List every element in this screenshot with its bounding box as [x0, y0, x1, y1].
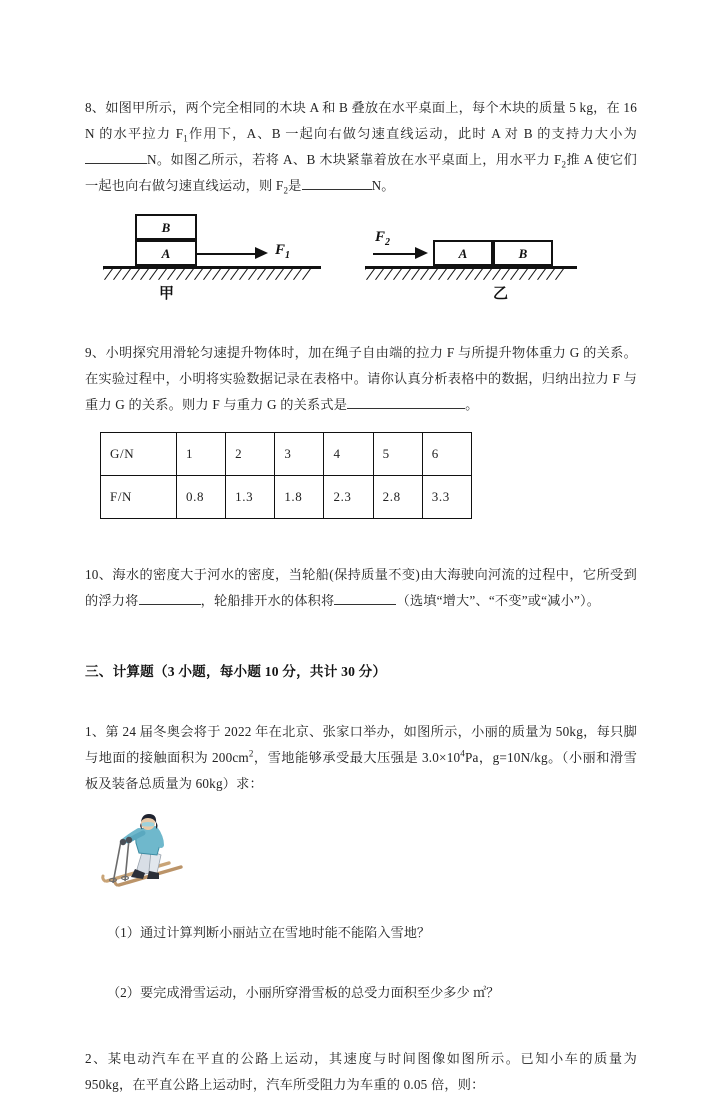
calc-question-2: [85, 1046, 637, 1098]
force-f1-letter: F: [275, 242, 286, 259]
block-a-left-label: A: [458, 246, 468, 262]
calc-question-2-number: 2、: [85, 1051, 108, 1067]
figure-skier: [99, 811, 219, 893]
force-f2-letter: F: [375, 229, 386, 246]
question-8-text-part-1: 如图甲所示，两个完全相同的木块 A 和 B 叠放在水平桌面上，每个木块的质量 5 kg，在 16 N 的水平拉力 F: [85, 100, 637, 142]
calc-question-1-sub-2-label: （2）: [107, 985, 140, 1001]
table-cell-g-3: 3: [275, 432, 324, 475]
question-9-number: 9、: [85, 344, 106, 360]
force-f2-arrow-line: [373, 253, 419, 255]
question-9: [85, 340, 637, 418]
block-b-top-label: B: [161, 220, 171, 236]
force-f2-label: [375, 229, 391, 249]
force-gravity-data-table: [100, 432, 472, 519]
figure-caption-yi: 乙: [493, 285, 509, 303]
table-cell-g-4: 4: [324, 432, 373, 475]
block-a-bottom: [135, 240, 197, 266]
question-10: [85, 562, 637, 614]
ground-hatching-yi: [365, 269, 577, 280]
question-8-subscript-3: 2: [283, 185, 289, 196]
table-cell-g-6: 6: [422, 432, 471, 475]
data-table-wrapper: [100, 432, 637, 519]
figure-caption-jia: 甲: [159, 285, 175, 303]
force-f2-subscript: 2: [385, 237, 391, 249]
calc-question-1-number: 1、: [85, 724, 106, 740]
block-b-top: [135, 214, 197, 240]
force-f1-subscript: 1: [285, 250, 291, 262]
calc-question-1-sub-2: [107, 980, 637, 1006]
table-cell-f-3: 1.8: [275, 475, 324, 518]
table-header-force: F/N: [101, 475, 177, 518]
table-cell-g-5: 5: [373, 432, 422, 475]
question-8-text-part-6: N。: [371, 178, 395, 194]
calc-question-1-text-part-3: Pa，g=10N/kg。（小丽和滑雪板及装备总质量为 60kg）求：: [85, 750, 637, 792]
calc-question-1-sub-1-text: 通过计算判断小丽站立在雪地时能不能陷入雪地？: [139, 924, 431, 940]
force-f1-arrow-head: [255, 247, 268, 259]
calc-question-1-text-part-2: ，雪地能够承受最大压强是 3.0×10: [253, 750, 461, 766]
table-row-gravity: [101, 432, 472, 475]
question-8-text-part-5: 是: [288, 178, 302, 194]
table-cell-f-2: 1.3: [226, 475, 275, 518]
force-f1-arrow-line: [197, 253, 259, 255]
table-cell-f-4: 2.3: [324, 475, 373, 518]
question-10-text-part-3: （选填“增大”、“不变”或“减小”）。: [396, 592, 601, 608]
question-9-trailing: 。: [465, 396, 479, 412]
calc-question-1-sub-1: [107, 920, 637, 946]
calc-question-1: [85, 719, 637, 797]
question-8-number: 8、: [85, 100, 106, 116]
page-content: [85, 82, 637, 1112]
question-8-blank-1[interactable]: [85, 163, 147, 164]
question-10-blank-2[interactable]: [334, 604, 396, 605]
question-9-blank[interactable]: [347, 408, 465, 409]
skier-illustration: [99, 811, 219, 893]
calc-question-1-area-exponent: 2: [248, 748, 254, 759]
table-cell-g-1: 1: [177, 432, 226, 475]
calc-question-1-power-exponent: 4: [460, 748, 465, 759]
question-8-text-part-3: N。如图乙所示，若将 A、B 木块紧靠着放在水平桌面上，用水平力 F: [147, 152, 562, 168]
block-a-left: [433, 240, 493, 266]
question-8-subscript-1: 1: [183, 133, 188, 144]
block-a-bottom-label: A: [161, 246, 171, 262]
ground-hatching-jia: [103, 269, 321, 280]
table-row-force: [101, 475, 472, 518]
calc-question-1-sub-2-text: 要完成滑雪运动，小丽所穿滑雪板的总受力面积至少多少 ㎡？: [139, 985, 500, 1001]
table-cell-f-1: 0.8: [177, 475, 226, 518]
section-heading-calculation: 三、计算题（3 小题，每小题 10 分，共计 30 分）: [85, 663, 387, 679]
question-8-text-part-2: 作用下，A、B 一起向右做匀速直线运动，此时 A 对 B 的支持力大小为: [187, 126, 637, 142]
question-8-subscript-2: 2: [561, 159, 567, 170]
table-cell-f-5: 2.8: [373, 475, 422, 518]
question-8-text-part-4: 推 A 使它们一起也向右做匀速直线运动，则 F: [85, 152, 637, 194]
table-cell-f-6: 3.3: [422, 475, 471, 518]
calc-question-2-text: 某电动汽车在平直的公路上运动，其速度与时间图像如图所示。已知小车的质量为 950kg，在平直公路上运动时，汽车所受阻力为车重的 0.05 倍，则：: [85, 1051, 638, 1093]
calc-question-1-text-part-1: 第 24 届冬奥会将于 2022 年在北京、张家口举办，如图所示，小丽的质量为 50kg，每只脚与地面的接触面积为 200cm: [85, 724, 637, 766]
question-8-blank-2[interactable]: [302, 189, 372, 190]
question-10-blank-1[interactable]: [139, 604, 201, 605]
table-header-gravity: G/N: [101, 432, 177, 475]
question-8: [85, 95, 637, 199]
force-f2-arrow-head: [415, 247, 428, 259]
question-10-number: 10、: [85, 566, 113, 582]
force-f1-label: [275, 242, 291, 262]
calc-question-1-sub-1-label: （1）: [107, 924, 140, 940]
question-10-text-part-1: 海水的密度大于河水的密度，当轮船(保持质量不变)由大海驶向河流的过程中，它所受到的浮力将: [85, 566, 637, 608]
question-10-text-part-2: ，轮船排开水的体积将: [200, 592, 335, 608]
block-b-right: [493, 240, 553, 266]
question-9-text: 小明探究用滑轮匀速提升物体时，加在绳子自由端的拉力 F 与所提升物体重力 G 的关系。在实验过程中，小明将实验数据记录在表格中。请你认真分析表格中的数据，归纳出拉力 F 与重力 G 的关系。则力 F 与重力 G 的关系式是: [85, 344, 637, 412]
block-b-right-label: B: [518, 246, 528, 262]
table-cell-g-2: 2: [226, 432, 275, 475]
figure-blocks-diagram: [103, 212, 637, 304]
